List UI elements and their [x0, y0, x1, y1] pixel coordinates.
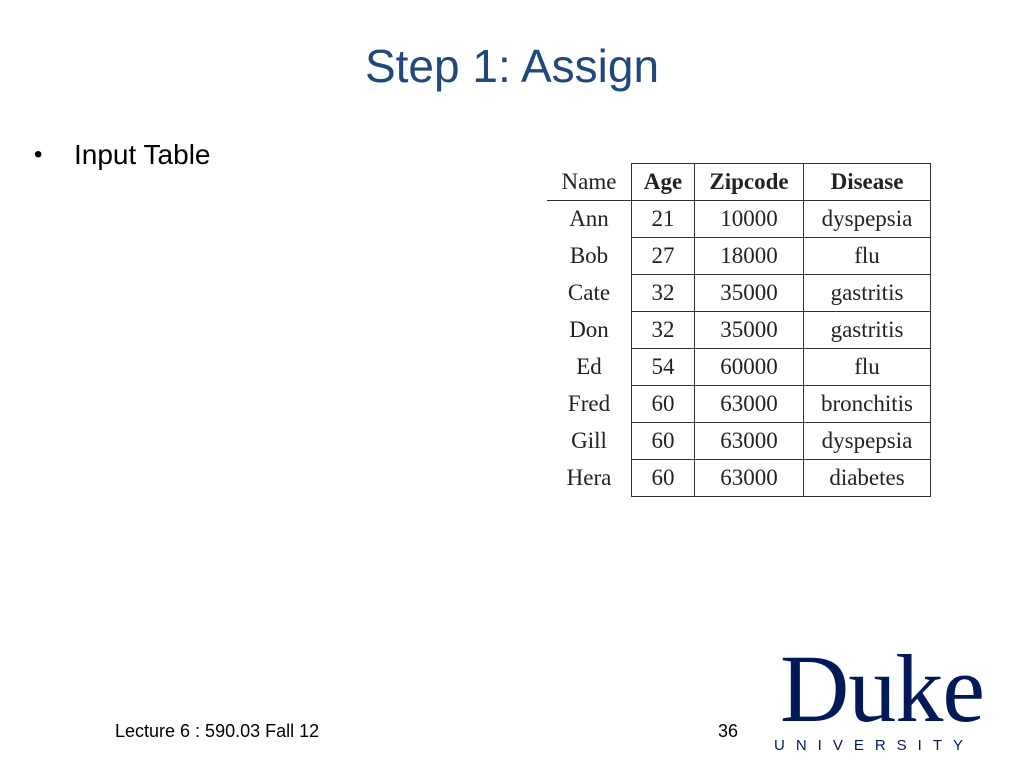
- cell-zipcode: 35000: [695, 312, 804, 349]
- cell-disease: dyspepsia: [804, 423, 931, 460]
- cell-zipcode: 35000: [695, 275, 804, 312]
- cell-zipcode: 63000: [695, 386, 804, 423]
- cell-name: Ann: [547, 201, 632, 238]
- bullet-text: Input Table: [74, 139, 211, 170]
- table-row: [547, 460, 931, 497]
- cell-disease: flu: [804, 349, 931, 386]
- cell-name: Fred: [547, 386, 632, 423]
- cell-disease: gastritis: [804, 275, 931, 312]
- cell-name: Bob: [547, 238, 632, 275]
- cell-name: Hera: [547, 460, 632, 497]
- table-row: [547, 238, 931, 275]
- cell-disease: gastritis: [804, 312, 931, 349]
- cell-age: 60: [632, 460, 695, 497]
- header-zipcode: Zipcode: [695, 164, 804, 201]
- bullet-item: [34, 138, 211, 172]
- cell-name: Ed: [547, 349, 632, 386]
- cell-age: 54: [632, 349, 695, 386]
- cell-name: Gill: [547, 423, 632, 460]
- cell-disease: bronchitis: [804, 386, 931, 423]
- table-row: [547, 275, 931, 312]
- cell-disease: diabetes: [804, 460, 931, 497]
- table-row: [547, 423, 931, 460]
- cell-zipcode: 63000: [695, 460, 804, 497]
- cell-age: 27: [632, 238, 695, 275]
- logo-subtitle: UNIVERSITY: [774, 737, 975, 754]
- cell-disease: flu: [804, 238, 931, 275]
- slide-title: Step 1: Assign: [364, 40, 660, 92]
- input-table-container: [547, 163, 931, 497]
- cell-age: 60: [632, 386, 695, 423]
- page-number: 36: [718, 721, 739, 741]
- cell-age: 32: [632, 275, 695, 312]
- cell-disease: dyspepsia: [804, 201, 931, 238]
- cell-zipcode: 18000: [695, 238, 804, 275]
- cell-zipcode: 63000: [695, 423, 804, 460]
- header-disease: Disease: [804, 164, 931, 201]
- cell-name: Cate: [547, 275, 632, 312]
- cell-age: 32: [632, 312, 695, 349]
- cell-zipcode: 60000: [695, 349, 804, 386]
- footer-lecture: Lecture 6 : 590.03 Fall 12: [115, 721, 320, 741]
- duke-logo: [768, 635, 996, 757]
- cell-zipcode: 10000: [695, 201, 804, 238]
- bullet-dot-icon: •: [34, 141, 43, 168]
- table-row: [547, 386, 931, 423]
- cell-age: 21: [632, 201, 695, 238]
- header-age: Age: [632, 164, 695, 201]
- table-header-row: [547, 164, 931, 201]
- table-row: [547, 312, 931, 349]
- cell-name: Don: [547, 312, 632, 349]
- header-name: Name: [547, 164, 632, 201]
- cell-age: 60: [632, 423, 695, 460]
- table-row: [547, 349, 931, 386]
- table-row: [547, 201, 931, 238]
- input-table: [547, 163, 931, 497]
- logo-word: Duke: [780, 635, 984, 742]
